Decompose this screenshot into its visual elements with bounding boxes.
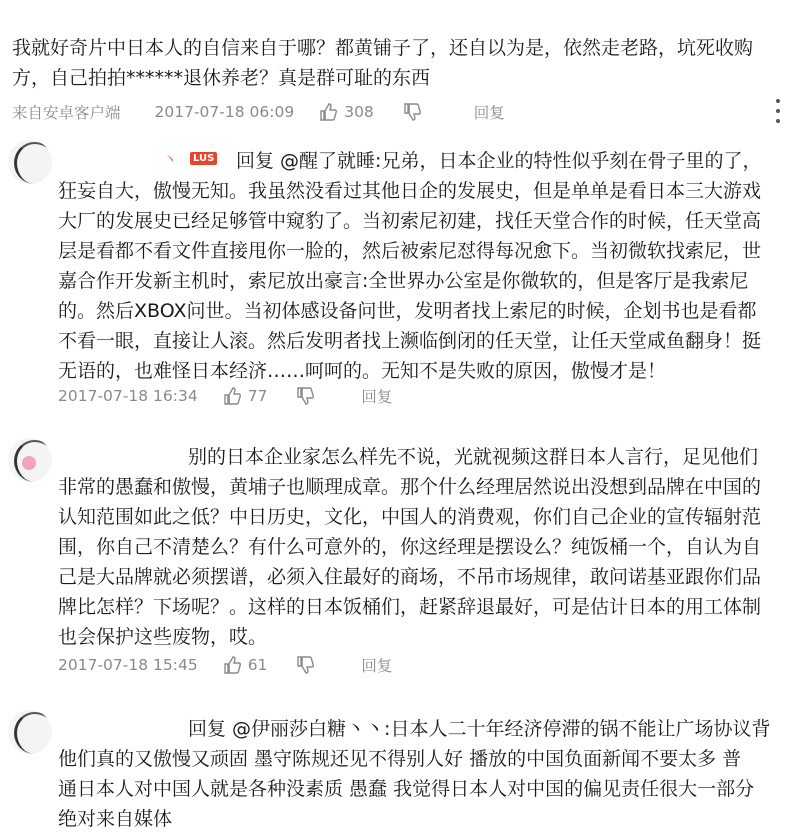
reply-2-meta	[58, 653, 392, 677]
avatar[interactable]	[8, 140, 52, 184]
avatar[interactable]	[8, 710, 52, 754]
like-icon[interactable]	[222, 655, 242, 675]
like-icon[interactable]	[222, 386, 242, 406]
reply-1-line: 大厂的发展史已经足够管中窥豹了。当初索尼初建，找任天堂合作的时候，任天堂高	[58, 210, 762, 232]
reply-2-line: 别的日本企业家怎么样先不说，光就视频这群日本人言行，足见他们	[188, 446, 759, 468]
dislike-icon[interactable]	[295, 386, 315, 406]
reply-2-reply-button[interactable]: 回复	[361, 657, 393, 675]
reply-1-like-count: 77	[247, 387, 268, 405]
reply-3-text	[58, 714, 798, 834]
reply-1-reply-button[interactable]: 回复	[361, 388, 393, 406]
comment-1-line: 方，自己拍拍******退休养老？真是群可耻的东西	[12, 67, 431, 89]
more-options-icon[interactable]	[771, 99, 785, 123]
reply-2-line: 牌比怎样？下场呢？。这样的日本饭桶们，赶紧辞退最好，可是估计日本的用工体制	[58, 596, 762, 618]
reply-3-line: 通日本人对中国人就是各种没素质 愚蠢 我觉得日本人对中国的偏见责任很大一部分	[58, 778, 755, 800]
reply-2-like-count: 61	[247, 656, 268, 674]
comment-1-source: 来自安卓客户端	[12, 104, 121, 122]
reply-2-line: 己是大品牌就必须摆谱，必须入住最好的商场，不吊市场规律，敢问诺基亚跟你们品	[58, 566, 762, 588]
reply-1-line: 嘉合作开发新主机时，索尼放出豪言:全世界办公室是你微软的，但是客厅是我索尼	[58, 270, 749, 292]
reply-2-line: 非常的愚蠢和傲慢，黄埔子也顺理成章。那个什么经理居然说出没想到品牌在中国的	[58, 476, 762, 498]
avatar[interactable]	[8, 438, 52, 482]
reply-1-line: 的。然后XBOX问世。当初体感设备问世，发明者找上索尼的时候，企划书也是看都	[58, 300, 757, 322]
comment-1-line: 我就好奇片中日本人的自信来自于哪？都黄铺子了，还自以为是，依然走老路，坑死收购	[12, 37, 754, 59]
reply-3-line: 回复 @伊丽莎白糖丶丶:日本人二十年经济停滞的锅不能让广场协议背	[188, 718, 771, 740]
reply-1-text	[58, 146, 798, 386]
reply-2-line: 也会保护这些废物，哎。	[58, 626, 268, 648]
reply-1-line: 不看一眼，直接让人滚。然后发明者找上濒临倒闭的任天堂，让任天堂咸鱼翻身！挺	[58, 330, 762, 352]
reply-2-text	[58, 442, 798, 652]
reply-3-line: 绝对来自媒体	[58, 808, 173, 830]
reply-2-time: 2017-07-18 15:45	[58, 656, 198, 674]
reply-2-line: 认知范围如此之低？中日历史，文化，中国人的消费观，你们自己企业的宣传辐射范	[58, 506, 762, 528]
comment-1-time: 2017-07-18 06:09	[154, 103, 295, 121]
comment-1-text	[12, 33, 792, 93]
like-icon[interactable]	[318, 102, 338, 122]
dislike-icon[interactable]	[295, 655, 315, 675]
reply-1-user-mark: 丶	[162, 150, 179, 169]
comment-1-like-count: 308	[344, 103, 374, 121]
reply-1-meta	[58, 384, 392, 408]
dislike-icon[interactable]	[402, 102, 422, 122]
reply-1-time: 2017-07-18 16:34	[58, 387, 198, 405]
reply-1-line: 无语的，也难怪日本经济……呵呵的。无知不是失败的原因，傲慢才是！	[58, 360, 667, 382]
reply-1-line: 层是看都不看文件直接甩你一脸的，然后被索尼怼得每况愈下。当初微软找索尼，世	[58, 240, 762, 262]
reply-1-badge: LUS	[190, 152, 217, 165]
reply-3-line: 他们真的又傲慢又顽固 墨守陈规还见不得别人好 播放的中国负面新闻不要太多 普	[58, 748, 742, 770]
comment-1-meta	[12, 100, 505, 124]
reply-1-line: 狂妄自大，傲慢无知。我虽然没看过其他日企的发展史，但是单单是看日本三大游戏	[58, 180, 762, 202]
reply-2-line: 围，你自己不清楚么？有什么可意外的，你这经理是摆设么？纯饭桶一个，自认为自	[58, 536, 762, 558]
comment-1-reply-button[interactable]: 回复	[473, 104, 505, 122]
reply-1-line: 回复 @醒了就睡:兄弟，日本企业的特性似乎刻在骨子里的了，	[236, 150, 762, 172]
